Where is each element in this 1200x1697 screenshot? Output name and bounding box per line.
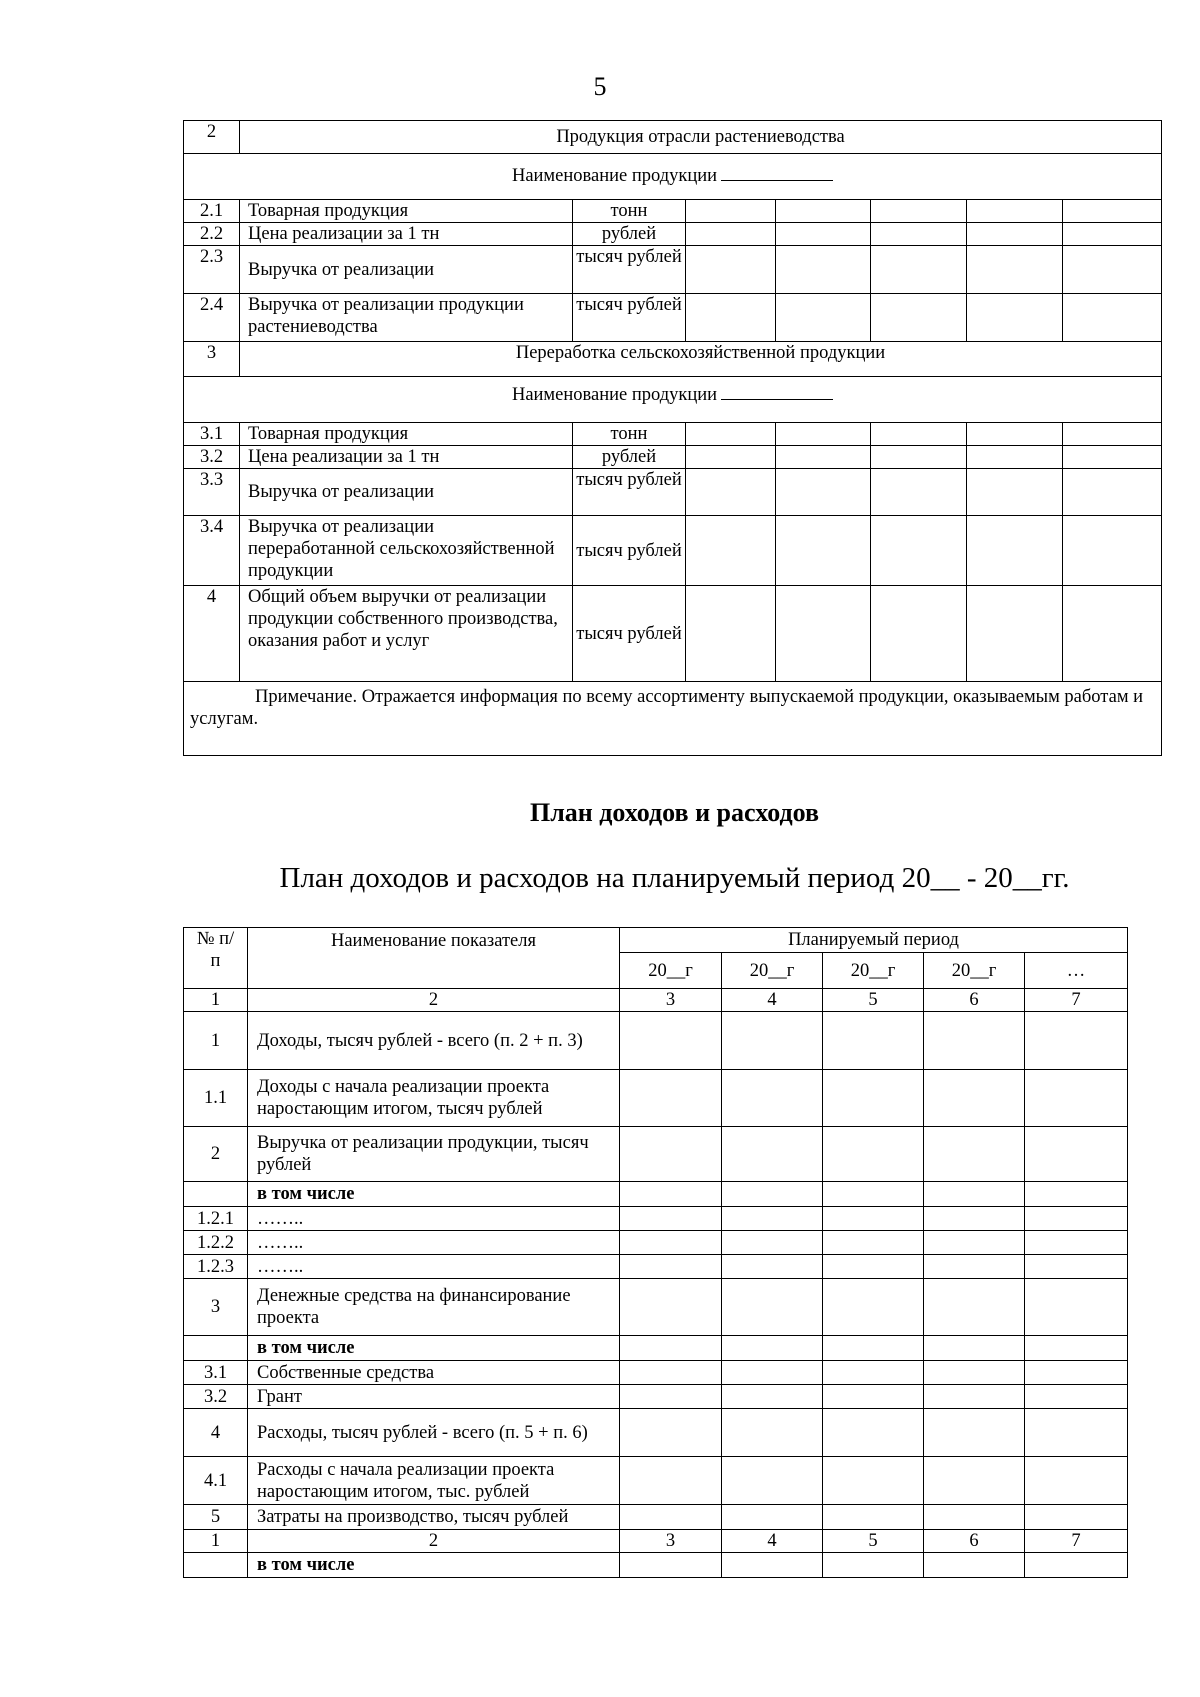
- value-cell: [722, 1457, 823, 1505]
- production-table: [183, 120, 1162, 756]
- value-cell: [871, 423, 967, 446]
- product-name-cell: [184, 377, 1162, 423]
- value-cell: [1025, 1553, 1128, 1578]
- value-cell: [620, 1255, 722, 1279]
- table-row: [184, 1207, 1128, 1231]
- row-name: ……..: [248, 1207, 620, 1231]
- product-name-row: [184, 154, 1162, 200]
- row-unit: тонн: [573, 423, 686, 446]
- col-num-header: [184, 928, 248, 989]
- value-cell: [967, 516, 1063, 586]
- row-name: Грант: [248, 1385, 620, 1409]
- value-cell: [924, 1361, 1025, 1385]
- value-cell: [776, 246, 871, 294]
- value-cell: [823, 1207, 924, 1231]
- value-cell: [871, 246, 967, 294]
- row-unit: тысяч рублей: [573, 516, 686, 586]
- value-cell: [823, 1255, 924, 1279]
- value-cell: [620, 1012, 722, 1070]
- value-cell: [823, 1012, 924, 1070]
- row-name: Цена реализации за 1 тн: [240, 223, 573, 246]
- table-row: [184, 1231, 1128, 1255]
- value-cell: [823, 1553, 924, 1578]
- value-cell: [722, 1255, 823, 1279]
- column-number: 6: [924, 1530, 1025, 1553]
- value-cell: [722, 1070, 823, 1127]
- row-name: Товарная продукция: [240, 423, 573, 446]
- row-name: Выручка от реализации продукции растениеводства: [240, 294, 573, 342]
- product-name-cell: [184, 154, 1162, 200]
- value-cell: [722, 1182, 823, 1207]
- value-cell: [620, 1505, 722, 1530]
- row-number: 2: [184, 1127, 248, 1182]
- value-cell: [967, 294, 1063, 342]
- value-cell: [686, 223, 776, 246]
- row-number: [184, 1336, 248, 1361]
- row-name: Товарная продукция: [240, 200, 573, 223]
- product-name-label: Наименование продукции: [511, 166, 718, 186]
- value-cell: [823, 1231, 924, 1255]
- value-cell: [776, 223, 871, 246]
- column-number: 4: [722, 1530, 823, 1553]
- value-cell: [924, 1553, 1025, 1578]
- value-cell: [871, 516, 967, 586]
- year-header: …: [1025, 953, 1128, 989]
- value-cell: [823, 1279, 924, 1336]
- column-number: 2: [248, 1530, 620, 1553]
- table-row: [184, 446, 1162, 469]
- value-cell: [620, 1553, 722, 1578]
- value-cell: [1063, 294, 1162, 342]
- table-row: [184, 1182, 1128, 1207]
- value-cell: [823, 1336, 924, 1361]
- value-cell: [1025, 1279, 1128, 1336]
- row-name: Расходы с начала реализации проекта наростающим итогом, тыс. рублей: [248, 1457, 620, 1505]
- section-header-row: [184, 342, 1162, 377]
- row-number: 3.1: [184, 423, 240, 446]
- product-name-label: Наименование продукции: [511, 385, 718, 405]
- section-title: Продукция отрасли растениеводства: [240, 121, 1162, 154]
- row-name: Выручка от реализации: [240, 469, 573, 516]
- value-cell: [722, 1207, 823, 1231]
- column-number: 5: [823, 989, 924, 1012]
- page-number: 5: [593, 72, 607, 101]
- value-cell: [823, 1457, 924, 1505]
- row-number: 1.2.3: [184, 1255, 248, 1279]
- value-cell: [924, 1279, 1025, 1336]
- row-number: [184, 1182, 248, 1207]
- value-cell: [686, 200, 776, 223]
- value-cell: [924, 1505, 1025, 1530]
- value-cell: [686, 516, 776, 586]
- table-row: [184, 1361, 1128, 1385]
- row-name: в том числе: [248, 1336, 620, 1361]
- section-subheading: План доходов и расходов на планируемый период 20__ - 20__гг.: [279, 862, 1070, 894]
- column-number-row: [184, 989, 1128, 1012]
- value-cell: [620, 1070, 722, 1127]
- row-name: Цена реализации за 1 тн: [240, 446, 573, 469]
- value-cell: [871, 469, 967, 516]
- value-cell: [924, 1127, 1025, 1182]
- value-cell: [722, 1012, 823, 1070]
- column-number: 6: [924, 989, 1025, 1012]
- row-name: Выручка от реализации: [240, 246, 573, 294]
- row-name: Доходы с начала реализации проекта наростающим итогом, тысяч рублей: [248, 1070, 620, 1127]
- table-row: [184, 586, 1162, 682]
- col-name-header: Наименование показателя: [248, 928, 620, 989]
- value-cell: [1025, 1127, 1128, 1182]
- value-cell: [620, 1457, 722, 1505]
- value-cell: [776, 446, 871, 469]
- row-unit: тысяч рублей: [573, 586, 686, 682]
- column-number: 2: [248, 989, 620, 1012]
- table-row: [184, 1255, 1128, 1279]
- table-row: [184, 1457, 1128, 1505]
- row-name: ……..: [248, 1231, 620, 1255]
- year-header: 20__г: [620, 953, 722, 989]
- table-note: Примечание. Отражается информация по всему ассортименту выпускаемой продукции, оказываемым работам и услугам.: [184, 682, 1162, 756]
- product-name-blank: [721, 381, 833, 400]
- value-cell: [686, 423, 776, 446]
- row-unit: рублей: [573, 223, 686, 246]
- table-row: [184, 1553, 1128, 1578]
- row-name: Общий объем выручки от реализации продукции собственного производства, оказания работ и услуг: [240, 586, 573, 682]
- value-cell: [967, 586, 1063, 682]
- value-cell: [722, 1385, 823, 1409]
- section-number: 3: [184, 342, 240, 377]
- column-number-row: [184, 1530, 1128, 1553]
- row-unit: тысяч рублей: [573, 246, 686, 294]
- value-cell: [1063, 446, 1162, 469]
- value-cell: [1063, 223, 1162, 246]
- product-name-blank: [721, 162, 833, 181]
- table-row: [184, 423, 1162, 446]
- value-cell: [686, 294, 776, 342]
- value-cell: [1063, 586, 1162, 682]
- table-row: [184, 469, 1162, 516]
- value-cell: [776, 294, 871, 342]
- value-cell: [924, 1385, 1025, 1409]
- col-num-label: № п/п: [196, 929, 235, 971]
- section-heading: План доходов и расходов: [529, 798, 820, 827]
- value-cell: [924, 1012, 1025, 1070]
- row-number: 3.3: [184, 469, 240, 516]
- year-header: 20__г: [924, 953, 1025, 989]
- value-cell: [924, 1457, 1025, 1505]
- value-cell: [620, 1279, 722, 1336]
- row-number: 4: [184, 1409, 248, 1457]
- table-row: [184, 294, 1162, 342]
- value-cell: [722, 1553, 823, 1578]
- row-number: 4: [184, 586, 240, 682]
- row-number: 2.1: [184, 200, 240, 223]
- value-cell: [776, 423, 871, 446]
- value-cell: [1025, 1231, 1128, 1255]
- value-cell: [823, 1070, 924, 1127]
- value-cell: [686, 446, 776, 469]
- table-row: [184, 516, 1162, 586]
- value-cell: [1063, 469, 1162, 516]
- value-cell: [823, 1409, 924, 1457]
- column-number: 4: [722, 989, 823, 1012]
- row-name: Затраты на производство, тысяч рублей: [248, 1505, 620, 1530]
- row-number: 1: [184, 1012, 248, 1070]
- value-cell: [967, 446, 1063, 469]
- row-name: в том числе: [248, 1553, 620, 1578]
- table-row: [184, 246, 1162, 294]
- column-number: 3: [620, 1530, 722, 1553]
- row-unit: тысяч рублей: [573, 469, 686, 516]
- value-cell: [924, 1231, 1025, 1255]
- value-cell: [924, 1070, 1025, 1127]
- value-cell: [722, 1127, 823, 1182]
- value-cell: [1025, 1255, 1128, 1279]
- column-number: 5: [823, 1530, 924, 1553]
- table-row: [184, 1012, 1128, 1070]
- year-header: 20__г: [722, 953, 823, 989]
- table-row: [184, 1070, 1128, 1127]
- table-row: [184, 1336, 1128, 1361]
- row-number: 3: [184, 1279, 248, 1336]
- value-cell: [722, 1336, 823, 1361]
- row-unit: тонн: [573, 200, 686, 223]
- value-cell: [924, 1336, 1025, 1361]
- value-cell: [776, 469, 871, 516]
- table-row: [184, 223, 1162, 246]
- value-cell: [823, 1505, 924, 1530]
- value-cell: [1025, 1409, 1128, 1457]
- value-cell: [722, 1361, 823, 1385]
- value-cell: [686, 586, 776, 682]
- value-cell: [1063, 200, 1162, 223]
- value-cell: [924, 1207, 1025, 1231]
- product-name-row: [184, 377, 1162, 423]
- value-cell: [823, 1127, 924, 1182]
- value-cell: [722, 1279, 823, 1336]
- value-cell: [776, 516, 871, 586]
- income-expense-table: [183, 927, 1128, 1578]
- value-cell: [620, 1182, 722, 1207]
- value-cell: [871, 223, 967, 246]
- value-cell: [620, 1231, 722, 1255]
- row-unit: тысяч рублей: [573, 294, 686, 342]
- value-cell: [722, 1231, 823, 1255]
- row-number: 4.1: [184, 1457, 248, 1505]
- value-cell: [967, 246, 1063, 294]
- table-row: [184, 1385, 1128, 1409]
- table-row: [184, 1505, 1128, 1530]
- row-number: 1.2.2: [184, 1231, 248, 1255]
- value-cell: [1025, 1012, 1128, 1070]
- value-cell: [871, 200, 967, 223]
- year-header: 20__г: [823, 953, 924, 989]
- value-cell: [1025, 1336, 1128, 1361]
- value-cell: [1025, 1070, 1128, 1127]
- value-cell: [871, 446, 967, 469]
- row-number: 2.3: [184, 246, 240, 294]
- value-cell: [823, 1182, 924, 1207]
- section-title: Переработка сельскохозяйственной продукции: [240, 342, 1162, 377]
- value-cell: [722, 1409, 823, 1457]
- value-cell: [620, 1361, 722, 1385]
- column-number: 3: [620, 989, 722, 1012]
- row-number: [184, 1553, 248, 1578]
- value-cell: [776, 200, 871, 223]
- row-name: ……..: [248, 1255, 620, 1279]
- value-cell: [620, 1385, 722, 1409]
- column-number: 1: [184, 989, 248, 1012]
- value-cell: [871, 294, 967, 342]
- row-number: 3.4: [184, 516, 240, 586]
- row-number: 2.2: [184, 223, 240, 246]
- row-name: в том числе: [248, 1182, 620, 1207]
- row-name: Выручка от реализации продукции, тысяч рублей: [248, 1127, 620, 1182]
- value-cell: [1025, 1385, 1128, 1409]
- column-number: 7: [1025, 989, 1128, 1012]
- row-number: 3.1: [184, 1361, 248, 1385]
- value-cell: [967, 223, 1063, 246]
- row-number: 1.1: [184, 1070, 248, 1127]
- row-name: Денежные средства на финансирование проекта: [248, 1279, 620, 1336]
- table-row: [184, 1127, 1128, 1182]
- row-number: 3.2: [184, 1385, 248, 1409]
- value-cell: [924, 1409, 1025, 1457]
- row-name: Собственные средства: [248, 1361, 620, 1385]
- section-header-row: [184, 121, 1162, 154]
- value-cell: [722, 1505, 823, 1530]
- column-number: 1: [184, 1530, 248, 1553]
- value-cell: [620, 1336, 722, 1361]
- value-cell: [620, 1409, 722, 1457]
- value-cell: [1063, 246, 1162, 294]
- table-row: [184, 1409, 1128, 1457]
- table-row: [184, 200, 1162, 223]
- value-cell: [924, 1255, 1025, 1279]
- row-number: 1.2.1: [184, 1207, 248, 1231]
- value-cell: [620, 1207, 722, 1231]
- table-row: [184, 1279, 1128, 1336]
- value-cell: [924, 1182, 1025, 1207]
- value-cell: [776, 586, 871, 682]
- row-unit: рублей: [573, 446, 686, 469]
- value-cell: [967, 469, 1063, 516]
- header-row: [184, 928, 1128, 953]
- value-cell: [1025, 1207, 1128, 1231]
- value-cell: [1025, 1361, 1128, 1385]
- value-cell: [686, 469, 776, 516]
- value-cell: [686, 246, 776, 294]
- value-cell: [823, 1361, 924, 1385]
- value-cell: [967, 423, 1063, 446]
- value-cell: [1025, 1505, 1128, 1530]
- value-cell: [1063, 423, 1162, 446]
- value-cell: [1025, 1457, 1128, 1505]
- value-cell: [871, 586, 967, 682]
- section-number: 2: [184, 121, 240, 154]
- row-number: 5: [184, 1505, 248, 1530]
- planned-period-header: Планируемый период: [620, 928, 1128, 953]
- value-cell: [967, 200, 1063, 223]
- note-row: [184, 682, 1162, 756]
- row-number: 2.4: [184, 294, 240, 342]
- row-name: Расходы, тысяч рублей - всего (п. 5 + п. 6): [248, 1409, 620, 1457]
- value-cell: [823, 1385, 924, 1409]
- value-cell: [1025, 1182, 1128, 1207]
- value-cell: [1063, 516, 1162, 586]
- value-cell: [620, 1127, 722, 1182]
- row-name: Доходы, тысяч рублей - всего (п. 2 + п. 3): [248, 1012, 620, 1070]
- column-number: 7: [1025, 1530, 1128, 1553]
- row-name: Выручка от реализации переработанной сельскохозяйственной продукции: [240, 516, 573, 586]
- row-number: 3.2: [184, 446, 240, 469]
